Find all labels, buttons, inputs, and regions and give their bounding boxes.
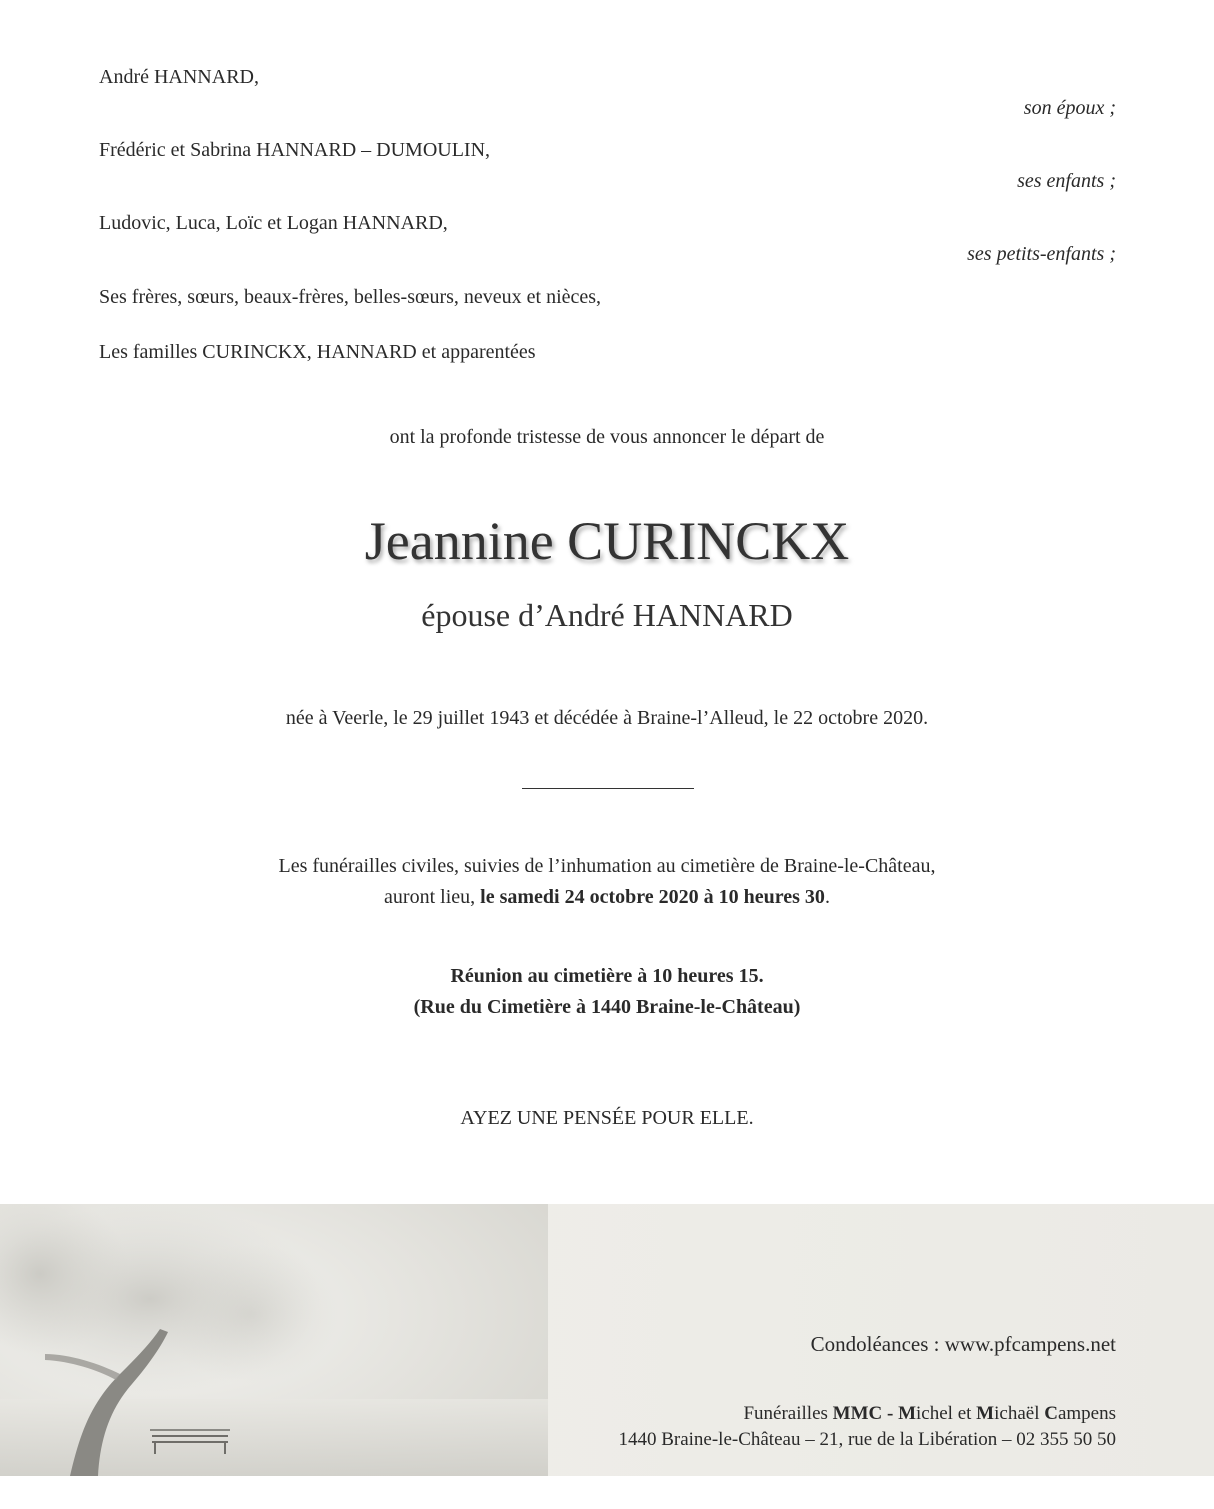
announcement-text: ont la profonde tristesse de vous annoncer le départ de <box>389 426 825 448</box>
footer-band <box>0 1204 1214 1476</box>
funeral-line-2 <box>0 882 1214 913</box>
meeting-line-1: Réunion au cimetière à 10 heures 15. <box>450 965 764 987</box>
funeral-home-c: C <box>1044 1403 1058 1424</box>
family-husband: André HANNARD, <box>99 66 259 88</box>
funeral-home-m1: M <box>898 1403 917 1424</box>
family-children: Frédéric et Sabrina HANNARD – DUMOULIN, <box>99 139 491 161</box>
family-grandchildren: Ludovic, Luca, Loïc et Logan HANNARD, <box>99 212 448 234</box>
funeral-home-prefix: Funérailles <box>743 1403 833 1424</box>
deceased-spouse: épouse d’André HANNARD <box>421 597 793 633</box>
meeting-info <box>0 961 1214 1023</box>
funeral-line-2-suffix: . <box>824 886 830 908</box>
funeral-home-mmc: MMC <box>832 1403 883 1424</box>
funeral-home-ichel: ichel et <box>916 1403 977 1424</box>
funeral-line-2-prefix: auront lieu, <box>384 886 481 908</box>
funeral-line-1: Les funérailles civiles, suivies de l’inhumation au cimetière de Braine-le-Château, <box>278 855 936 877</box>
funeral-home-m2: M <box>976 1403 995 1424</box>
funeral-home-address: 1440 Braine-le-Château – 21, rue de la Libération – 02 355 50 50 <box>618 1429 1116 1450</box>
tree-bench-image <box>0 1204 548 1476</box>
funeral-date-time: le samedi 24 octobre 2020 à 10 heures 30 <box>480 886 825 908</box>
funeral-home-ampens: ampens <box>1057 1403 1116 1424</box>
funeral-home-name <box>743 1400 1116 1427</box>
meeting-line-2: (Rue du Cimetière à 1440 Braine-le-Château) <box>413 996 801 1018</box>
condolences-link[interactable]: Condoléances : www.pfcampens.net <box>810 1332 1116 1356</box>
relation-husband: son époux ; <box>1023 97 1116 119</box>
funeral-info <box>0 851 1214 913</box>
deceased-name: Jeannine CURINCKX <box>364 511 850 571</box>
family-related: Les familles CURINCKX, HANNARD et apparentées <box>99 341 536 363</box>
separator-line <box>522 788 694 789</box>
deceased-dates: née à Veerle, le 29 juillet 1943 et décédée à Braine-l’Alleud, le 22 octobre 2020. <box>285 707 929 729</box>
funeral-home-ichael: ichaël <box>994 1403 1045 1424</box>
family-siblings: Ses frères, sœurs, beaux-frères, belles-sœurs, neveux et nièces, <box>99 286 602 308</box>
closing-text: AYEZ UNE PENSÉE POUR ELLE. <box>460 1107 754 1129</box>
funeral-home-dash: - <box>882 1403 899 1424</box>
relation-children: ses enfants ; <box>1017 170 1116 192</box>
relation-grandchildren: ses petits-enfants ; <box>967 243 1116 265</box>
